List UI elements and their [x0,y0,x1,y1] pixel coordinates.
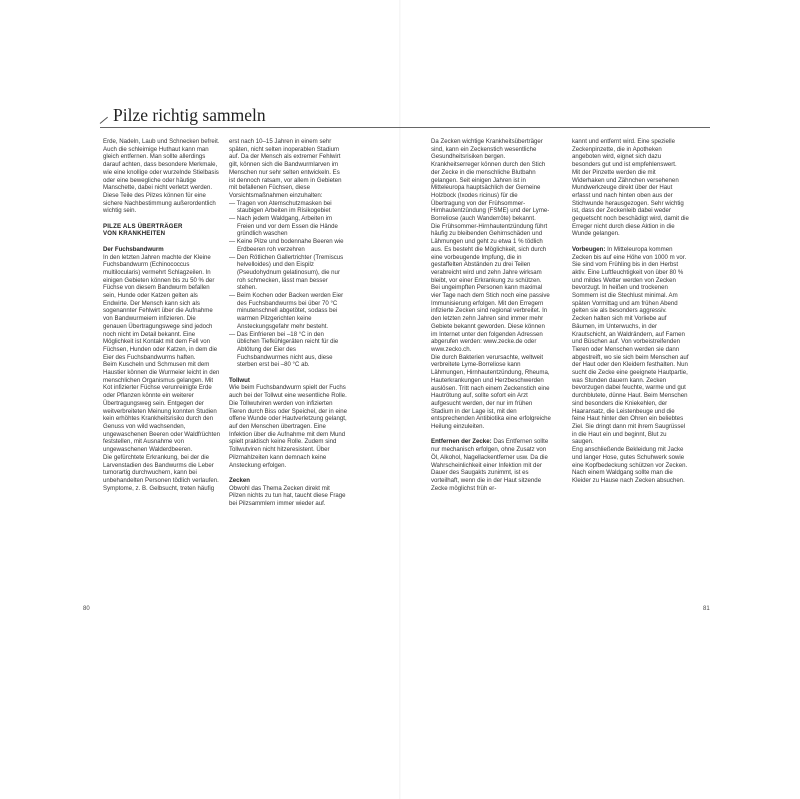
paragraph: Mit der Pinzette werden die mit Widerhaken und Zähnchen versehenen Mundwerkzeuge direkt über der Haut erfasst und nach hinten oben aus der Stichwunde herausgezogen. Sehr wichtig ist, dass der Zeckenleib dabei weder gequetscht noch beschädigt wird, damit die Erreger nicht durch diese Aktion in die Wunde gelangen. [572,168,689,238]
list-item: — Keine Pilze und bodennahe Beeren wie Erdbeeren roh verzehren [229,238,344,253]
paragraph: Die gefürchtete Erkrankung, bei der die Larvenstadien des Bandwurms die Leber tumorartig durchwuchern, kann bei unbehandelten Personen tödlich verlaufen. Symptome, z. B. Gelbsucht, treten häufig [103,453,219,492]
paragraph: erst nach 10–15 Jahren in einem sehr späten, nicht selten inoperablen Stadium auf. Da der Mensch als extremer Fehlwirt gilt, können sich die Bandwurmlarven im Menschen nur sehr selten entwickeln. Es ist dennoch ratsam, vor allem in Gebieten mit befallenen Füchsen, diese Vorsichtsmaßnahmen einzuhalten: [229,138,342,199]
paragraph: Obwohl das Thema Zecken direkt mit Pilzen nichts zu tun hat, taucht diese Frage bei Pilzsammlern immer wieder auf. [229,484,346,508]
page-number-left: 80 [83,606,90,612]
list-item: — Nach jedem Waldgang, Arbeiten im Freien und vor dem Essen die Hände gründlich waschen [229,215,338,238]
paragraph: Beim Kuscheln und Schmusen mit dem Haustier können die Wurmeier leicht in den menschlichen Organismus gelangen. Mit Kot infizierter Füchse verunreinigte Erde oder Pflanzen könnte ein weiterer Übertragungsweg sein. Entgegen der weitverbreiteten Meinung konnten Studien kein erhöhtes Krankheitsrisiko durch den Genuss von wild wachsenden, ungewaschenen Beeren oder Waldfrüchten feststellen, mit Ausnahme von ungewaschenen Walderdbeeren. [103,361,220,454]
paragraph [431,438,551,492]
paragraph [572,246,689,315]
text-column-1 [103,138,221,492]
section-heading: VON KRANKHEITEN [103,230,166,238]
subheading: Vorbeugen: [572,245,606,253]
text-column-4 [572,138,689,485]
list-item: — Den Rötlichen Gallertrichter (Tremiscus helvelloides) und den Eispilz (Pseudohydnum gelatinosum), die nur roh schmecken, lässt man besser stehen. [229,253,344,292]
subheading: Tollwut [229,376,250,384]
subheading: Der Fuchsbandwurm [103,245,164,253]
paragraph: In den letzten Jahren machte der Kleine Fuchsbandwurm (Echinococcus multilocularis) vermehrt Schlagzeilen. In einigen Gebieten können bis zu 50 % der Füchse von diesem Bandwurm befallen sein, Hunde oder Katzen gelten als Endwirte. Der Mensch kann sich als sogenannter Fehlwirt über die Aufnahme von Bandwurmeiern infizieren. Die genauen Übertragungswege sind jedoch noch nicht im Detail bekannt. Eine Möglichkeit ist Kontakt mit dem Fell von Füchsen, Hunden oder Katzen, in dem die Eier des Fuchsbandwurms haften. [103,253,218,361]
precaution-list [229,200,347,369]
paragraph: Eng anschließende Bekleidung mit Jacke und langer Hose, gutes Schuhwerk sowie eine Kopfbedeckung schützen vor Zecken. Nach einem Waldgang sollte man die Kleider zu Hause nach Zecken absuchen. [572,446,688,484]
paragraph: kannt und entfernt wird. Eine spezielle Zeckenpinzette, die in Apotheken angeboten wird, eignet sich dazu besonders gut und ist empfehlenswert. [572,138,677,169]
text-column-2 [229,138,347,508]
right-page [400,0,800,799]
paragraph-text: Das Entfernen sollte nur mechanisch erfolgen, ohne Zusatz von Öl, Alkohol, Nagellackentferner usw. Da die Wahrscheinlichkeit einer Infektion mit der Dauer des Saugakts zunimmt, ist es vorteilhaft, wenn die in der Haut sitzende Zecke möglichst früh er- [431,438,549,492]
page-header [100,105,400,135]
paragraph: Die durch Bakterien verursachte, weltweit verbreitete Lyme-Borreliose kann Lähmungen, Hirnhautentzündung, Rheuma, Hauterkrankungen und Herzbeschwerden auslösen. Tritt nach einem Zeckenstich eine Hautrötung auf, sollte sofort ein Arzt aufgesucht werden, der nur im frühen Stadium in der Lage ist, mit den entsprechenden Antibiotika eine erfolgreiche Heilung einzuleiten. [431,353,551,431]
paragraph: Erde, Nadeln, Laub und Schnecken befreit. Auch die schleimige Huthaut kann man gleich entfernen. Man sollte allerdings darauf achten, dass besondere Merkmale, wie eine knollige oder wurzelnde Stielbasis oder eine bewegliche oder häutige Manschette, dabei nicht verletzt werden. Diese Teile des Pilzes können für eine sichere Nachbestimmung außerordentlich wichtig sein. [103,138,220,215]
text-column-3 [431,138,551,492]
page-number-right: 81 [703,606,710,612]
paragraph: Die Frühsommer-Hirnhautentzündung führt häufig zu bleibenden Gehirnschäden und Lähmungen und geht zu etwa 1 % tödlich aus. Es besteht die Möglichkeit, sich durch eine vorbeugende Impfung, die in gestaffelten Abständen zu drei Teilen verabreicht wird und zehn Jahre wirksam bleibt, vor einer Erkrankung zu schützen. Bei ungeimpften Personen kann maximal vier Tage nach dem Stich noch eine passive Immunisierung erfolgen. Mit den Erregern infizierte Zecken sind regional verbreitet. In den letzten zehn Jahren sind immer mehr Gebiete bekannt geworden. Diese können im Internet unter den folgenden Adressen abgerufen werden: www.zecke.de oder www.zecko.ch. [431,222,550,353]
subheading: Zecken [229,476,251,484]
paragraph: Da Zecken wichtige Krankheitsüberträger sind, kann ein Zeckenstich wesentliche Gesundheitsrisiken bergen. Krankheitserreger können durch den Stich der Zecke in die menschliche Blutbahn gelangen. Seit einigen Jahren ist in Mitteleuropa hauptsächlich der Gemeine Holzbock (Ixodes ricinus) für die Übertragung von der Frühsommer-Hirnhautentzündung (FSME) und der Lyme-Borreliose (auch Wanderröte) bekannt. [431,138,550,223]
list-item: — Beim Kochen oder Backen werden Eier des Fuchsbandwurms bei über 70 °C minutenschnell abgetötet, sodass bei warmen Pilzgerichten keine Ansteckungsgefahr mehr besteht. [229,292,344,330]
page-title: Pilze richtig sammeln [113,105,266,125]
list-item: — Tragen von Atemschutzmasken bei staubigen Arbeiten im Risikogebiet [229,199,332,215]
subheading: Entfernen der Zecke: [431,438,492,446]
section-heading: PILZE ALS ÜBERTRÄGER [103,222,183,230]
header-rule [100,127,400,128]
list-item: — Das Einfrieren bei –18 °C in den üblichen Tiefkühlgeräten reicht für die Abtötung der Eier des Fuchsbandwurmes nicht aus, diese sterben erst bei –80 °C ab. [229,330,339,369]
paragraph: Wie beim Fuchsbandwurm spielt der Fuchs auch bei der Tollwut eine wesentliche Rolle. Die Tollwutviren werden von infizierten Tieren durch Biss oder Speichel, der in eine offene Wunde oder Hautverletzung gelangt, auf den Menschen übertragen. Eine Infektion über die Aufnahme mit dem Mund spielt praktisch keine Rolle. Zudem sind Tollwutviren nicht hitzeresistent. Über Pilzmahlzeiten kann demnach keine Ansteckung erfolgen. [229,384,347,469]
title-leader-line [100,117,108,124]
header-rule [400,127,710,128]
paragraph-text: In Mitteleuropa kommen Zecken bis auf eine Höhe von 1000 m vor. Sie sind vom Frühling bis in den Herbst aktiv. Eine Luftfeuchtigkeit von über 80 % und mildes Wetter werden von Zecken bevorzugt. In heißen und trockenen Sommern ist die Stechlust minimal. Am späten Vormittag und am frühen Abend gelten sie als besonders aggressiv. [572,245,687,315]
paragraph: Zecken halten sich mit Vorliebe auf Bäumen, im Unterwuchs, in der Krautschicht, an Waldrändern, auf Farnen und Büschen auf. Von vorbeistreifenden Tieren oder Menschen werden sie dann abgestreift, wo sie sich beim Menschen auf der Haut oder den Kleidern festhalten. Nun sucht die Zecke eine geeignete Hautpartie, was Stunden dauern kann. Zecken bevorzugen dabei feuchte, warme und gut durchblutete, dünne Haut. Beim Menschen sind besonders die Kniekehlen, der Haaransatz, die Leistenbeuge und die feine Haut hinter den Ohren ein beliebtes Ziel. Sie dringt dann mit ihrem Saugrüssel in die Haut ein und beginnt, Blut zu saugen. [572,315,689,446]
